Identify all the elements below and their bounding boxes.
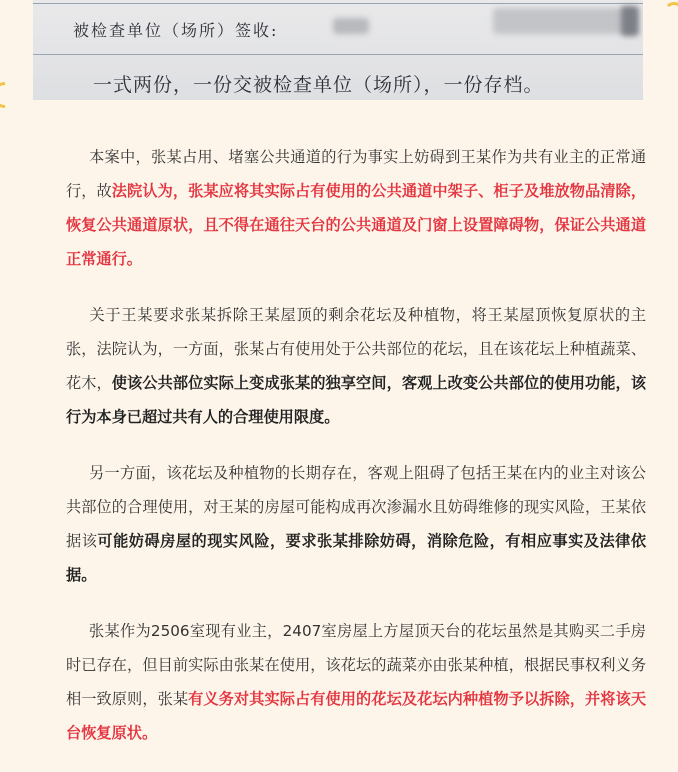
paragraph-2 bbox=[66, 298, 646, 434]
paragraph-1 bbox=[66, 140, 646, 276]
decorative-curl bbox=[664, 2, 678, 22]
article-body bbox=[66, 140, 646, 772]
paragraph-text: 关于王某要求张某拆除王某屋顶的剩余花坛及种植物，将王某屋顶恢复原状的主张，法院认为，一方面，张某占有使用处于公共部位的花坛，且在该花坛上种植蔬菜、花木， bbox=[66, 306, 646, 392]
paragraph-text: 张某作为2506室现有业主，2407室房屋上方屋顶天台的花坛虽然是其购买二手房时已存在，但目前实际由张某在使用，该花坛的蔬菜亦由张某种植，根据民事权利义务相一致原则，张某 bbox=[66, 622, 646, 708]
paragraph-text: 本案中，张某占用、堵塞公共通道的行为事实上妨碍到王某作为共有业主的正常通行，故 bbox=[66, 148, 646, 200]
paragraph-4 bbox=[66, 614, 646, 750]
decorative-curl bbox=[0, 77, 23, 114]
redacted-signature bbox=[493, 8, 633, 34]
form-line bbox=[33, 3, 643, 4]
bold-text: 使该公共部位实际上变成张某的独享空间，客观上改变公共部位的使用功能，该行为本身已超过共有人的合理使用限度。 bbox=[66, 374, 647, 426]
bold-text: 可能妨碍房屋的现实风险，要求张某排除妨碍，消除危险，有相应事实及法律依据。 bbox=[66, 532, 647, 584]
highlight-text: 法院认为，张某应将其实际占有使用的公共通道中架子、柜子及堆放物品清除，恢复公共通道原状，且不得在通往天台的公共通道及门窗上设置障碍物，保证公共通道正常通行。 bbox=[66, 182, 647, 268]
scanned-document-image bbox=[33, 0, 643, 100]
redacted-signature bbox=[333, 18, 369, 34]
highlight-text: 有义务对其实际占有使用的花坛及花坛内种植物予以拆除，并将该天台恢复原状。 bbox=[66, 690, 647, 742]
paragraph-3 bbox=[66, 456, 646, 592]
redacted-date bbox=[621, 6, 639, 36]
scan-sign-line: 被检查单位（场所）签收: bbox=[73, 21, 279, 40]
paragraph-text: 另一方面，该花坛及种植物的长期存在，客观上阻碍了包括王某在内的业主对该公共部位的合理使用，对王某的房屋可能构成再次渗漏水且妨碍维修的现实风险，王某依据该 bbox=[66, 464, 646, 550]
form-line bbox=[33, 54, 643, 55]
scan-copies-line: 一式两份，一份交被检查单位（场所），一份存档。 bbox=[93, 74, 544, 96]
